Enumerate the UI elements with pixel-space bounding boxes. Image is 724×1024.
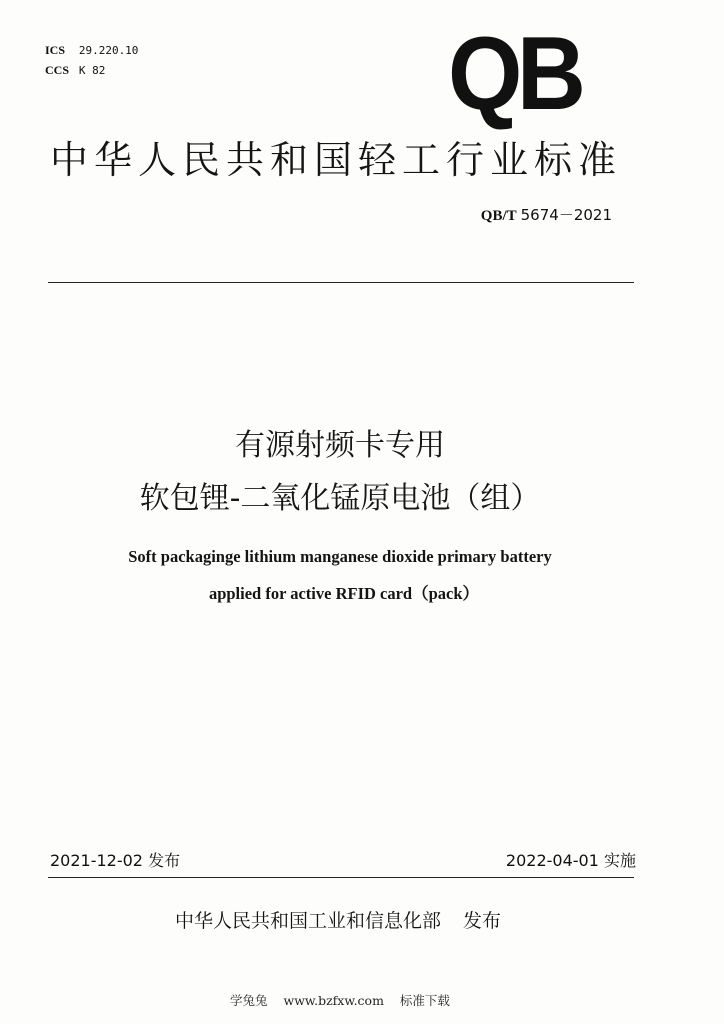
issue-date: 2021-12-02 发布 (50, 851, 181, 870)
standard-number-value: 5674－2021 (520, 206, 612, 224)
ccs-code: K 82 (78, 64, 106, 77)
ccs-label: CCS (45, 63, 70, 77)
issuing-authority (175, 908, 501, 934)
footer-divider (48, 877, 634, 878)
ics-label: ICS (45, 43, 66, 57)
ics-code-line (45, 42, 138, 59)
implementation-date: 2022-04-01 实施 (505, 851, 636, 870)
doc-title-en-line2: applied for active RFID card（pack） (208, 584, 480, 603)
issuer-name: 中华人民共和国工业和信息化部 (175, 910, 442, 932)
qb-logo: QB (448, 16, 581, 132)
standard-number-prefix: QB/T (480, 208, 517, 224)
page-footer (230, 992, 450, 1010)
doc-title-cn-line1: 有源射频卡专用 (235, 428, 445, 463)
ics-code: 29.220.10 (78, 44, 139, 57)
footer-url: www.bzfxw.com (283, 993, 384, 1008)
footer-caption: 标准下载 (399, 993, 450, 1008)
doc-title-en-line1: Soft packaginge lithium manganese dioxide primary battery (128, 547, 552, 566)
standard-category-title: 中华人民共和国轻工行业标准 (50, 138, 623, 182)
footer-site-name: 学兔兔 (230, 993, 268, 1008)
standard-number (481, 205, 612, 226)
issuer-action: 发布 (463, 910, 502, 932)
doc-title-cn-line2: 软包锂-二氧化锰原电池（组） (139, 481, 541, 516)
ccs-code-line (45, 62, 105, 79)
header-divider (48, 282, 634, 283)
